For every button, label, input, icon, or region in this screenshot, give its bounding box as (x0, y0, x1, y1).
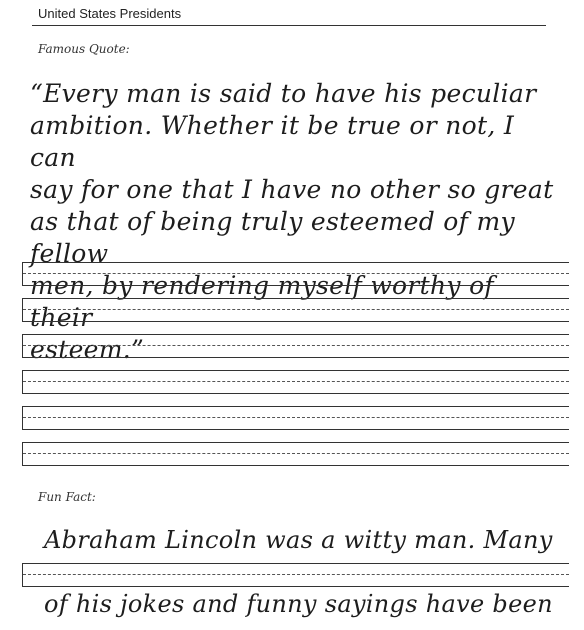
writing-band (22, 406, 569, 430)
writing-band (22, 370, 569, 394)
quote-label: Famous Quote: (38, 42, 130, 56)
fun-fact-line: Abraham Lincoln was a witty man. Many (44, 526, 553, 554)
writing-band (22, 442, 569, 466)
writing-band (22, 334, 569, 358)
writing-band (22, 563, 569, 587)
writing-band (22, 298, 569, 322)
fun-fact-line: of his jokes and funny sayings have been (44, 590, 553, 618)
fun-fact-label: Fun Fact: (38, 490, 96, 504)
writing-band (22, 262, 569, 286)
quote-text: “Every man is said to have his peculiar ambition. Whether it be true or not, I can say for one that I have no other so great as that of being truly esteemed of my fellow men, by rendering myself worthy of their esteem.” (30, 79, 554, 364)
header-rule (32, 25, 546, 26)
header-title: United States Presidents (38, 6, 182, 21)
